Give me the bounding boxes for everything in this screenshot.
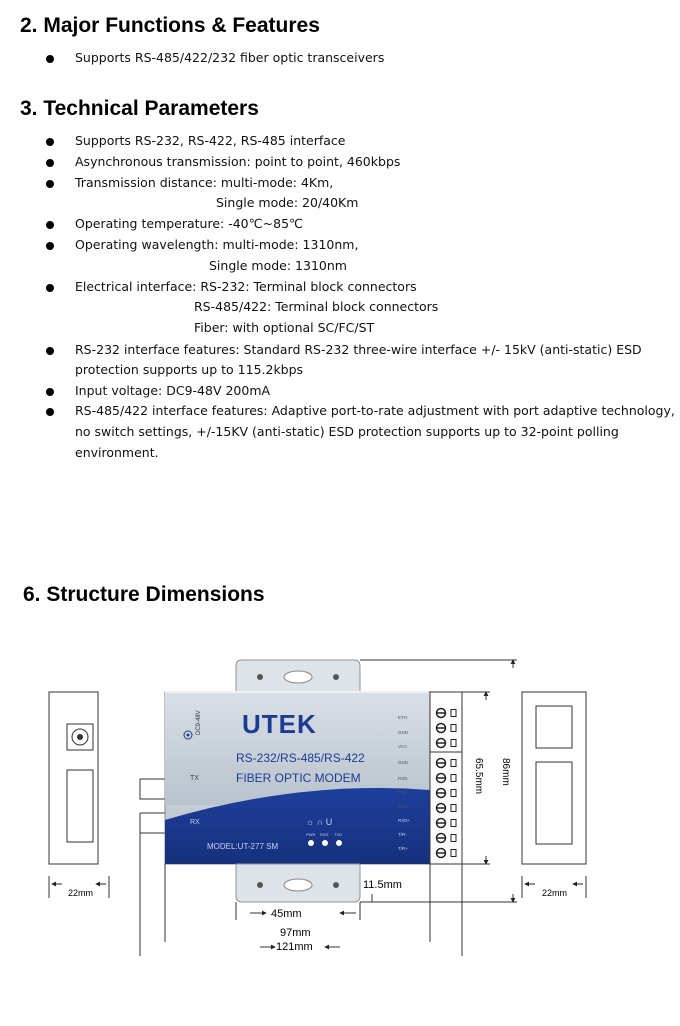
list-item-text: Asynchronous transmission: point to point, 460kbps (75, 154, 401, 169)
list-item (75, 48, 384, 69)
list-item-text: RS-232 interface features: Standard RS-232 three-wire interface +/- 15kV (anti-static) ESD (75, 342, 642, 357)
list-item (75, 152, 400, 173)
led-label-rxd: RXD (320, 832, 329, 837)
list-item (75, 401, 675, 422)
terminal-socket-icon (451, 760, 456, 767)
list-item-continuation: no switch settings, +/-15KV (anti-static) ESD protection supports up to 32-point polling (75, 424, 619, 439)
terminal-socket-icon (451, 740, 456, 747)
list-item-continuation: Single mode: 20/40Km (216, 195, 359, 210)
status-icons: ☼ ∩ U (306, 817, 333, 827)
section-6-title: 6. Structure Dimensions (23, 583, 265, 606)
list-item-continuation: environment. (75, 445, 159, 460)
terminal-socket-icon (451, 835, 456, 842)
list-item (75, 340, 642, 361)
list-item-text: Supports RS-232, RS-422, RS-485 interface (75, 133, 346, 148)
left-width-dimension (49, 876, 109, 898)
bullet-icon (46, 159, 54, 167)
list-item (75, 235, 358, 256)
terminal-label: ETH (398, 715, 407, 720)
list-item-text: Transmission distance: multi-mode: 4Km, (75, 175, 334, 190)
list-item-continuation: Single mode: 1310nm (209, 258, 347, 273)
bullet-icon (46, 55, 54, 63)
terminal-socket-icon (451, 775, 456, 782)
list-item-continuation: protection supports up to 115.2kbps (75, 362, 304, 377)
list-item (75, 214, 303, 235)
mounting-tab-bottom (236, 864, 360, 902)
dim-side-right: 22mm (542, 888, 568, 898)
device-model-line1: RS-232/RS-485/RS-422 (236, 751, 365, 765)
terminal-label: VCC (398, 744, 408, 749)
terminal-socket-icon (451, 725, 456, 732)
fiber-leads (140, 779, 165, 833)
led-label-txd: TXD (334, 832, 342, 837)
terminal-label: RXD (398, 776, 408, 781)
structure-diagram (0, 620, 680, 1026)
terminal-label: T/R- (398, 832, 407, 837)
list-item-continuation: Fiber: with optional SC/FC/ST (194, 320, 375, 335)
terminal-socket-icon (451, 805, 456, 812)
bullet-icon (46, 138, 54, 146)
terminal-block (430, 692, 462, 864)
terminal-label: GND (398, 730, 408, 735)
section-2-title: 2. Major Functions & Features (20, 14, 320, 37)
dim-width-2: 97mm (280, 927, 311, 939)
list-item (75, 277, 417, 298)
terminal-label: GND (398, 760, 408, 765)
list-item (75, 173, 333, 194)
mounting-tab-top (236, 660, 360, 692)
terminal-socket-icon (451, 710, 456, 717)
terminal-label: TXD (398, 790, 407, 795)
rx-label: RX (190, 819, 200, 826)
dim-width-1: 45mm (271, 908, 302, 920)
terminal-socket-icon (451, 820, 456, 827)
list-item-text: Operating temperature: -40℃~85℃ (75, 216, 304, 231)
list-item-text: RS-485/422 interface features: Adaptive port-to-rate adjustment with port adaptive technology, (75, 403, 675, 418)
list-item-continuation: RS-485/422: Terminal block connectors (194, 299, 439, 314)
dim-height-outer: 86mm (500, 758, 511, 786)
bullet-icon (46, 284, 54, 292)
right-side-view (522, 692, 586, 864)
tx-label: TX (190, 775, 199, 782)
model-number: MODEL:UT-277 SM (207, 842, 279, 851)
power-label: DC9-48V (196, 710, 202, 735)
list-item (75, 381, 270, 402)
right-width-dimension (522, 876, 586, 898)
dim-side-left: 22mm (68, 888, 94, 898)
bullet-icon (46, 242, 54, 250)
brand-logo: UTEK (242, 709, 317, 739)
terminal-socket-icon (451, 850, 456, 857)
terminal-label: T/R+ (398, 846, 408, 851)
dim-width-3: 121mm (276, 941, 313, 953)
list-item-text: Electrical interface: RS-232: Terminal block connectors (75, 279, 417, 294)
list-item (75, 131, 345, 152)
dim-offset: 11.5mm (363, 879, 402, 891)
left-side-view (49, 692, 98, 864)
device-model-line2: FIBER OPTIC MODEM (236, 771, 361, 785)
terminal-label: RXD+ (398, 818, 411, 823)
list-item-text: Supports RS-485/422/232 fiber optic transceivers (75, 50, 385, 65)
list-item-text: Operating wavelength: multi-mode: 1310nm, (75, 237, 359, 252)
bullet-icon (46, 221, 54, 229)
terminal-label: RXD (398, 804, 408, 809)
terminal-socket-icon (451, 790, 456, 797)
list-item-text: Input voltage: DC9-48V 200mA (75, 383, 271, 398)
dim-height-inner: 65.5mm (473, 758, 484, 795)
led-label-pwr: PWR (306, 832, 316, 837)
bullet-icon (46, 347, 54, 355)
section-3-title: 3. Technical Parameters (20, 97, 259, 120)
bullet-icon (46, 408, 54, 416)
bullet-icon (46, 180, 54, 188)
bullet-icon (46, 388, 54, 396)
